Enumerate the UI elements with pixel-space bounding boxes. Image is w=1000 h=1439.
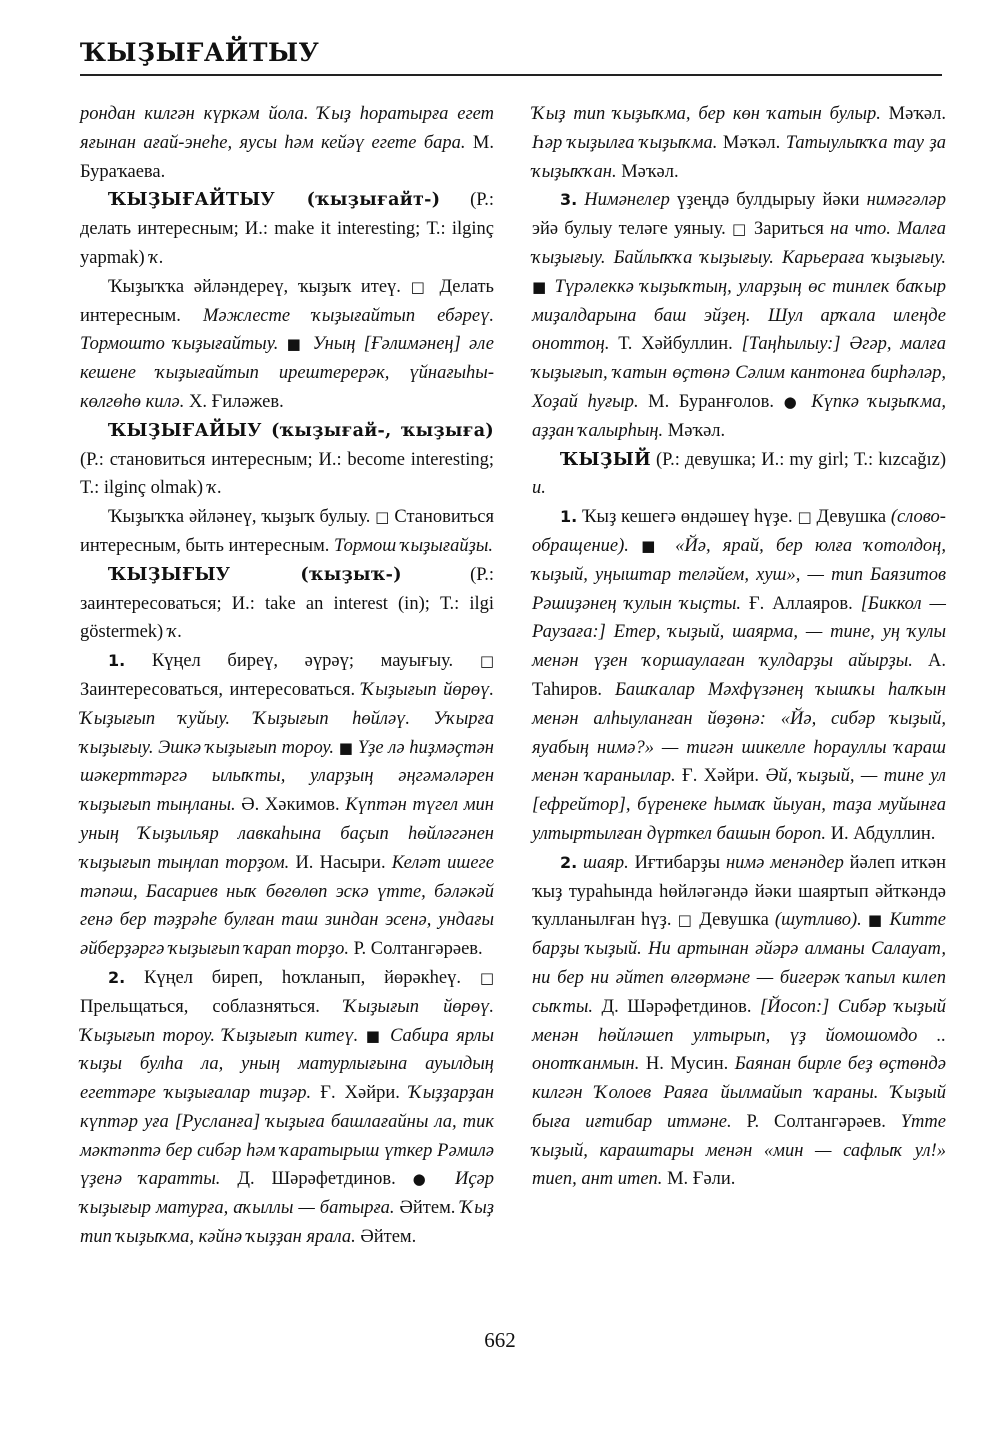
continuation-paragraph: Ҡыҙ тип ҡыҙыҡма, бер көн ҡатын булыр. Мәҡәл. Һәр ҡыҙылға ҡыҙыҡма. Мәҡәл. Татыулыҡҡа тау ҙа ҡыҙыҡҡан. Мәҡәл. [532, 104, 947, 182]
filled-square-marker: ■ [338, 738, 354, 757]
square-marker: □ [410, 277, 430, 296]
square-marker: □ [375, 508, 390, 527]
square-marker: □ [797, 508, 812, 527]
sense-2: 2. Күңел биреп, һоҡланып, йөрәкһеү. □ Прельщаться, соблазняться. Ҡыҙығып йөрөү. Ҡыҙығып тороу. Ҡыҙығып китеү. ■ Сабира ярлы ҡыҙы булһа ла, уның матурлығына ауылдың егеттәре ҡыҙығалар тиҙәр. Ғ. Хәйри. Ҡыҙҙарҙан күптәр уға [Русланға] ҡыҙыға башлағайны ла, тик мәктәптә бер сибәр һәм ҡаратырыш үткер Рәмилә үҙенә ҡаратты. Д. Шәрәфетдинов. ● Иҫәр ҡыҙығыр матурға, аҡыллы — батырға. Әйтем. Ҡыҙ тип ҡыҙыҡма, кәйнә ҡыҙҙан ярала. Әйтем. [80, 967, 495, 1248]
headword: ҠЫҘЫҒАЙЫУ (ҡыҙығай-, ҡыҙыға) [108, 420, 494, 441]
filled-square-marker: ■ [641, 536, 663, 555]
sense-3: 3. Нимәнелер үҙеңдә булдырыу йәки нимәгәләр эйә булыу теләге уяныу. □ Зариться на что. Малға ҡыҙығыу. Байлыҡҡа ҡыҙығыу. Карьераға ҡыҙығыу. ■ Түрәлеккә ҡыҙыҡтың, уларҙың өс тинлек баҡыр миҙалдарына баш эйҙең. Шул арҡала илеңде оноттоң. Т. Хәйбуллин. [Таңһылыу:] Әгәр, малға ҡыҙығып, ҡатын өҫтөнә Сәлим кантонға бирһәләр, Хоҙай һуғыр. М. Буранғолов. ● Күпкә ҡыҙыҡма, аҙҙан ҡалырһың. Мәҡәл. [532, 190, 947, 441]
left-column [80, 100, 494, 1252]
entry-definition: Ҡыҙыҡҡа әйләндереү, ҡыҙыҡ итеү. □ Делать интересным. Мәжлесте ҡыҙығайтып ебәреү. Тормошто ҡыҙығайтыу. ■ Уның [Ғәлимәнең] әле кешене ҡыҙығайтып ирештерерәк, үйнағыһы-көлгөһө килә. Х. Ғиләжев. [80, 276, 494, 412]
sense-2: 2. шаяр. Иғтибарҙы нимә менәндер йәлеп иткән ҡыҙ тураһында һөйләгәндә йәки шаяртып әйткәндә ҡулланылған һүҙ. □ Девушка (шутливо). ■ Китте барҙы ҡыҙый. Ни артынан әйәрә алманы Салауат, ни бер ни әйтеп өлгөрмәне — бигерәк ҡапыл килеп сыҡты. Д. Шәрәфетдинов. [Йосоп:] Сибәр ҡыҙый менән һөйләшеп ултырып, үҙ йомошомдо .. онотҡанмын. Н. Мусин. Баянан бирле беҙ өҫтөндә килгән Ҡолоев Раяға йылмайып ҡараны. Ҡыҙый быға иғтибар итмәне. Р. Солтангәрәев. Үтте ҡыҙый, караштары менән «мин — сафлыҡ ул!» тиеп, ант итеп. М. Ғәли. [532, 852, 947, 1190]
header-rule [80, 74, 942, 76]
sense-1: 1. Күңел биреү, әүрәү; мауығыу. □ Заинтересоваться, интересоваться. Ҡыҙығып йөрөү. Ҡыҙығып ҡуйыу. Ҡыҙығып һөйләү. Уҡырға ҡыҙығыу. Эшкә ҡыҙығып тороу. ■ Үҙе лә һиҙмәҫтән шәкерттәргә ылыҡты, уларҙың әңгәмәләрен ҡыҙығып тыңланы. Ә. Хәкимов. Күптән түгел мин уның Ҡыҙыльяр лавкаһына баҫып һөйләгәнен ҡыҙығып тыңлап торҙом. И. Насыри. Келәт ишеге тәпәш, Басариев ныҡ бөгөлөп эскә үтте, бәләкәй генә бер тәҙрәһе булған таш зиндан эсенә, ундағы әйберҙәргә ҡыҙығып ҡарап торҙо. Р. Солтангәрәев. [80, 651, 494, 960]
filled-square-marker: ■ [532, 277, 549, 296]
continuation-paragraph: рондан килгән күркәм йола. Ҡыҙ һоратырға егет яғынан ағай-энеһе, яусы һәм кейәү егете бара. М. Бураҡаева. [80, 104, 494, 182]
entry-kyzygaytyu: ҠЫҘЫҒАЙТЫУ (ҡыҙығайт-) (Р.: делать интересным; И.: make it interesting; Т.: ilginç yapmak) ҡ. [80, 190, 494, 268]
entry-kyzygayyu: ҠЫҘЫҒАЙЫУ (ҡыҙығай-, ҡыҙыға) (Р.: становиться интересным; И.: become interesting; Т.: ilginç olmak) ҡ. [80, 420, 494, 499]
square-marker: □ [479, 968, 494, 987]
entry-definition: Ҡыҙыҡҡа әйләнеү, ҡыҙыҡ булыу. □ Становиться интересным, быть интересным. Тормош ҡыҙығайҙы. [80, 507, 494, 556]
filled-square-marker: ■ [286, 335, 305, 354]
headword: ҠЫҘЫЙ [560, 449, 651, 470]
headword: ҠЫҘЫҒАЙТЫУ (ҡыҙығайт-) [108, 190, 441, 211]
headword: ҠЫҘЫҒЫУ (ҡыҙыҡ-) [108, 564, 402, 585]
running-header: ҠЫҘЫҒАЙТЫУ [80, 38, 320, 67]
page-number: 662 [484, 1328, 516, 1352]
bullet-marker: ● [783, 392, 802, 411]
right-column [532, 100, 946, 1194]
square-marker: □ [677, 911, 694, 930]
bullet-marker: ● [412, 1170, 439, 1189]
square-marker: □ [479, 652, 494, 671]
square-marker: □ [731, 220, 748, 239]
filled-square-marker: ■ [867, 911, 884, 930]
filled-square-marker: ■ [365, 1026, 383, 1045]
entry-kyzyy: ҠЫҘЫЙ (Р.: девушка; И.: my girl; Т.: kızcağız) и. [532, 449, 946, 499]
sense-1: 1. Ҡыҙ кешегә өндәшеү һүҙе. □ Девушка (слово-обращение). ■ «Йә, ярай, бер юлға ҡотолдоң, ҡыҙый, уңыштар теләйем, хуш», — тип Баязитов Рәшиҙәнең ҡулын ҡыҫты. Ғ. Аллаяров. [Биккол — Раузаға:] Етер, ҡыҙый, шаярма, — тине, уң ҡулы менән үҙен ҡоршаулаған ҡулдарҙы айырҙы. А. Таһиров. Башҡалар Мәхфүзәнең ҡышҡы һалҡын менән алһыуланған йөҙөнә: «Йә, сибәр ҡыҙый, яуабың нимә?» — тигән шикелле һорауллы ҡараш менән ҡаранылар. Ғ. Хәйри. Әй, ҡыҙый, — тине ул [ефрейтор], бүренеке һымаҡ йыуан, таҙа муйынға ултыртылған дүрткел башын бороп. И. Абдуллин. [532, 507, 946, 844]
entry-kyzygyu: ҠЫҘЫҒЫУ (ҡыҙыҡ-) (Р.: заинтересоваться; И.: take an interest (in); Т.: ilgi göstermek) ҡ. [80, 564, 494, 643]
